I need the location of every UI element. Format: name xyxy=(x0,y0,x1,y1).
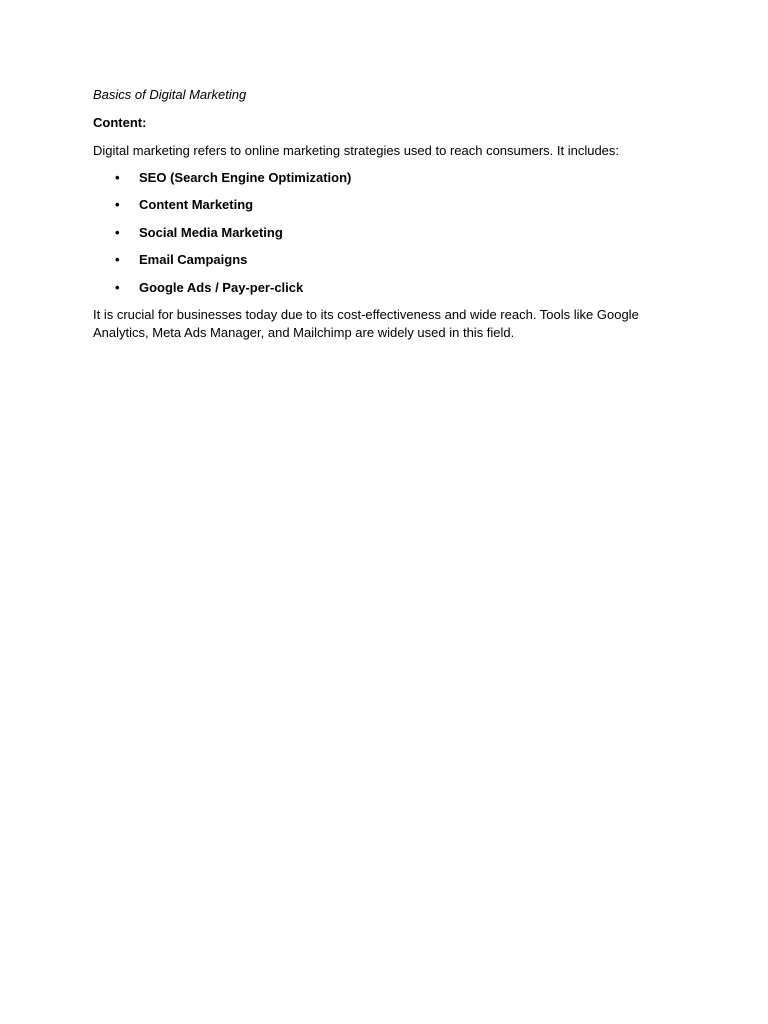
content-heading: Content: xyxy=(93,115,147,130)
list-item-text: SEO (Search Engine Optimization) xyxy=(139,170,352,185)
bullet-icon: • xyxy=(115,224,120,240)
list-item xyxy=(93,251,653,269)
list-item-text: Content Marketing xyxy=(139,197,254,213)
intro-paragraph: Digital marketing refers to online marketing strategies used to reach consumers. It includes: xyxy=(93,143,620,158)
closing-paragraph: It is crucial for businesses today due to its cost-effectiveness and wide reach. Tools like Google Analytics, Meta Ads Manager, and Mailchimp are widely used in this field. xyxy=(93,306,639,340)
bullet-icon: • xyxy=(115,197,120,213)
bullet-icon: • xyxy=(115,279,120,295)
list-item xyxy=(93,169,653,187)
bullet-icon: • xyxy=(115,252,120,268)
list-item xyxy=(93,279,653,297)
list-item xyxy=(93,224,653,242)
list-item-text: Social Media Marketing xyxy=(139,224,283,240)
list-item-text: Email Campaigns xyxy=(139,252,248,268)
bullet-list xyxy=(93,169,653,297)
list-item-text: Google Ads / Pay-per-click xyxy=(139,279,304,295)
bullet-icon: • xyxy=(115,170,120,185)
list-item xyxy=(93,196,653,214)
document-title: Basics of Digital Marketing xyxy=(93,87,247,102)
document-page xyxy=(93,86,653,342)
